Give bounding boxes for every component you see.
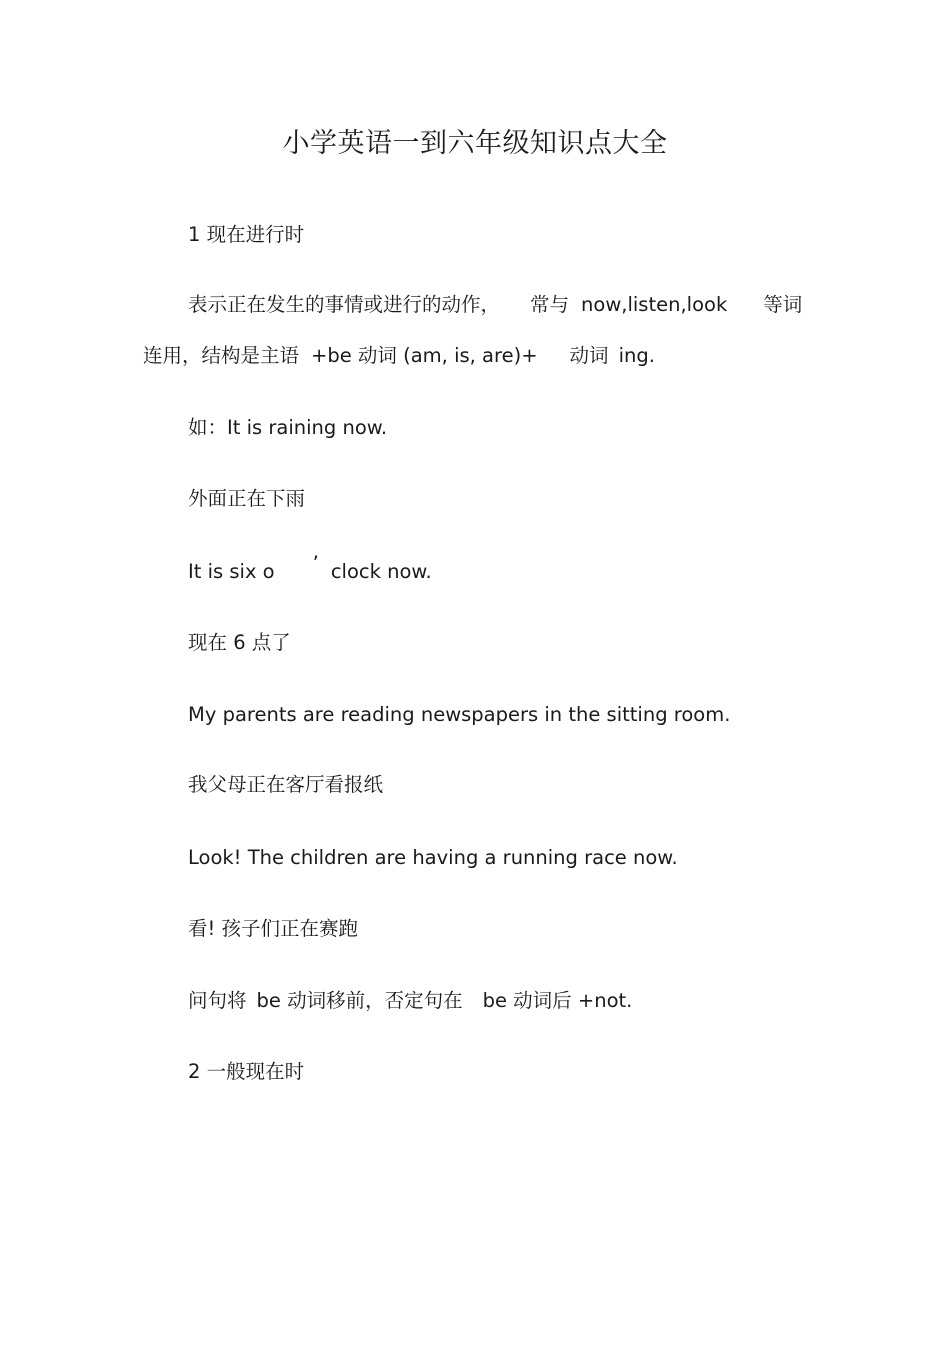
apostrophe: ’ xyxy=(312,552,319,575)
rule-text: 问句将 xyxy=(188,989,247,1012)
example-4-chinese: 看! 孩子们正在赛跑 xyxy=(188,917,359,940)
example-sentence: clock now. xyxy=(330,560,432,583)
example-label: 如： xyxy=(188,416,228,439)
example-sentence: It is six o xyxy=(188,560,275,583)
rule-text: be 动词移前，否定句在 xyxy=(256,989,463,1012)
example-2-chinese: 现在 6 点了 xyxy=(188,631,291,654)
example-2-english xyxy=(188,552,432,587)
example-4-english: Look! The children are having a running race now. xyxy=(188,846,678,869)
definition-text: 常与 xyxy=(530,293,570,316)
example-sentence: It is raining now. xyxy=(227,416,388,439)
example-1-english xyxy=(188,413,387,443)
definition-keywords: now,listen,look xyxy=(581,293,728,316)
rule-text: be 动词后 +not. xyxy=(482,989,633,1012)
example-1-chinese: 外面正在下雨 xyxy=(188,487,306,510)
definition-line-2 xyxy=(143,341,655,371)
section-heading-simple-present: 2 一般现在时 xyxy=(188,1060,305,1083)
section-heading-present-continuous: 1 现在进行时 xyxy=(188,223,305,246)
definition-text: 连用，结构是主语 xyxy=(143,344,300,367)
definition-text: 等词 xyxy=(763,293,803,316)
definition-line-1 xyxy=(188,290,802,320)
question-negation-rule xyxy=(188,986,632,1016)
definition-text: 表示正在发生的事情或进行的动作， xyxy=(188,293,501,316)
definition-text: 动词 xyxy=(569,344,609,367)
document-title: 小学英语一到六年级知识点大全 xyxy=(282,128,668,159)
definition-formula: +be 动词 (am, is, are)+ xyxy=(311,344,538,367)
definition-suffix: ing. xyxy=(618,344,655,367)
example-3-english: My parents are reading newspapers in the sitting room. xyxy=(188,703,731,726)
example-3-chinese: 我父母正在客厅看报纸 xyxy=(188,773,384,796)
